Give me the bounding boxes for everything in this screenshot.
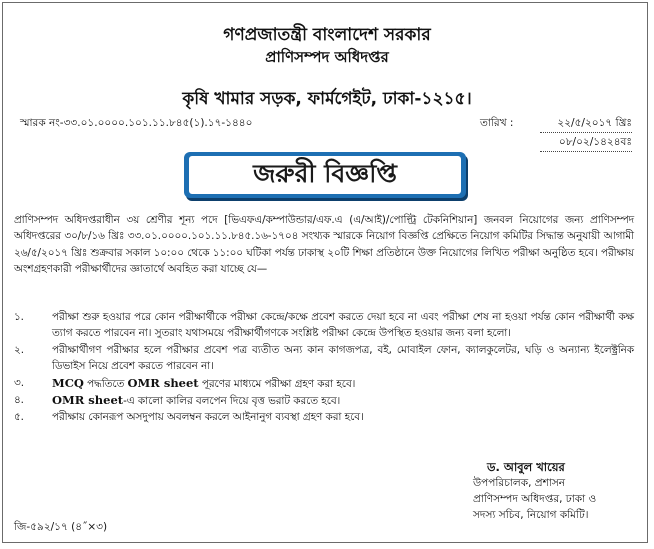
item-text-part: পূরণের মাধ্যমে পরীক্ষা গ্রহণ করা হবে। — [198, 377, 356, 390]
omr-term: OMR sheet — [127, 375, 199, 390]
list-item — [14, 409, 634, 425]
govt-name: গণপ্রজাতন্ত্রী বাংলাদেশ সরকার — [223, 25, 431, 45]
list-item — [14, 375, 634, 392]
notice-paragraph: প্রাণিসম্পদ অধিদপ্তরাধীন ৩য় শ্রেণীর শূন্য পদে [ভিএফএ/কম্পাউন্ডার/এফ.এ (এ/আই)/পোল্ট্রি টেকনিশিয়ান] জনবল নিয়োগের জন্য প্রাণিসম্পদ অধিদপ্তরের ৩০/৮/১৬ খ্রিঃ ৩৩.০১.০০০০.১০১.১১.৮৪৫.১৬-১৭০৪ সংখ্যক স্মারকে নিয়োগ বিজ্ঞপ্তি প্রেক্ষিতে নিয়োগ কমিটির সিদ্ধান্ত অনুযায়ী আগামী ২৬/৫/২০১৭ খ্রিঃ শুক্রবার সকাল ১০:০০ থেকে ১১:০০ ঘটিকা পর্যন্ত ঢাকাস্থ ২০টি শিক্ষা প্রতিষ্ঠানে উক্ত নিয়োগের লিখিত পরীক্ষা অনুষ্ঠিত হবে। পরীক্ষায় অংশগ্রহণকারী পরীক্ষার্থীদের জ্ঞাতার্থে অবহিত করা যাচ্ছে যে— — [14, 214, 634, 276]
omr-term: OMR sheet — [52, 393, 124, 408]
item-number: ৫. — [14, 411, 24, 424]
item-text: পরীক্ষা শুরু হওয়ার পরে কোন পরীক্ষার্থীকে পরীক্ষা কেন্দ্রে/কক্ষে প্রবেশ করতে দেয়া হবে না এবং পরীক্ষা শেষ না হওয়া পর্যন্ত কোন পরীক্ষার্থী কক্ষ ত্যাগ করতে পারবেন না। সুতরাং যথাসময়ে পরীক্ষার্থীগণকে সংশ্লিষ্ট পরীক্ষা কেন্দ্রে উপস্থিত হওয়ার জন্য বলা হলো। — [52, 311, 634, 340]
print-code: জি-৫৯২/১৭ (৪˝×৩) — [14, 521, 108, 533]
list-item — [14, 309, 634, 342]
item-text — [52, 375, 634, 392]
list-item — [14, 392, 634, 409]
notice-title: জরুরী বিজ্ঞপ্তি — [188, 155, 462, 195]
mcq-term: MCQ — [52, 375, 84, 390]
item-number: ৩. — [14, 376, 24, 389]
item-text: পরীক্ষায় কোনরূপ অসদুপায় অবলম্বন করলে আইনানুগ ব্যবস্থা গ্রহণ করা হবে। — [52, 411, 364, 424]
date-block — [480, 114, 650, 152]
item-number: ৪. — [14, 394, 24, 407]
signatory-office: প্রাণিসম্পদ অধিদপ্তর, ঢাকা ও — [473, 493, 597, 505]
date-label: তারিখ : — [480, 117, 514, 129]
item-text-part: -এ কালো কালির বলপেন দিয়ে বৃত্ত ভরাট করতে হবে। — [123, 395, 341, 408]
department-name: প্রাণিসম্পদ অধিদপ্তর — [265, 48, 389, 66]
memo-number: স্মারক নং-৩৩.০১.০০০০.১০১.১১.৮৪৫(১).১৭-১৪৪০ — [20, 117, 253, 129]
office-address: কৃষি খামার সড়ক, ফার্মগেইট, ঢাকা-১২১৫। — [182, 89, 472, 109]
item-number: ২. — [14, 343, 24, 356]
instruction-list — [14, 309, 634, 426]
signatory-designation: উপপরিচালক, প্রশাসন — [473, 477, 566, 489]
date-bangla: ০৮/০২/১৪২৪বঃ — [540, 133, 632, 152]
item-number: ১. — [14, 311, 24, 323]
item-text: পরীক্ষার্থীগণ পরীক্ষার হলে পরীক্ষার প্রবেশ পত্র ব্যতীত অন্য কান কাগজপত্র, বই, মোবাইল ফোন, ক্যালকুলেটর, ঘড়ি ও অন্যান্য ইলেক্ট্রনিক ডিভাইস নিয়ে প্রবেশ করতে পারবেন না। — [52, 343, 634, 373]
date-gregorian: ২২/৫/২০১৭ খ্রিঃ — [540, 114, 632, 133]
signatory-name: ড. আবুল খায়ের — [487, 460, 565, 474]
list-item — [14, 342, 634, 375]
signature-block — [473, 459, 643, 523]
signatory-role: সদস্য সচিব, নিয়োগ কমিটি। — [473, 509, 589, 521]
item-text-part: পদ্ধতিতে — [83, 377, 128, 390]
item-text — [52, 392, 634, 409]
notice-banner — [184, 152, 466, 198]
